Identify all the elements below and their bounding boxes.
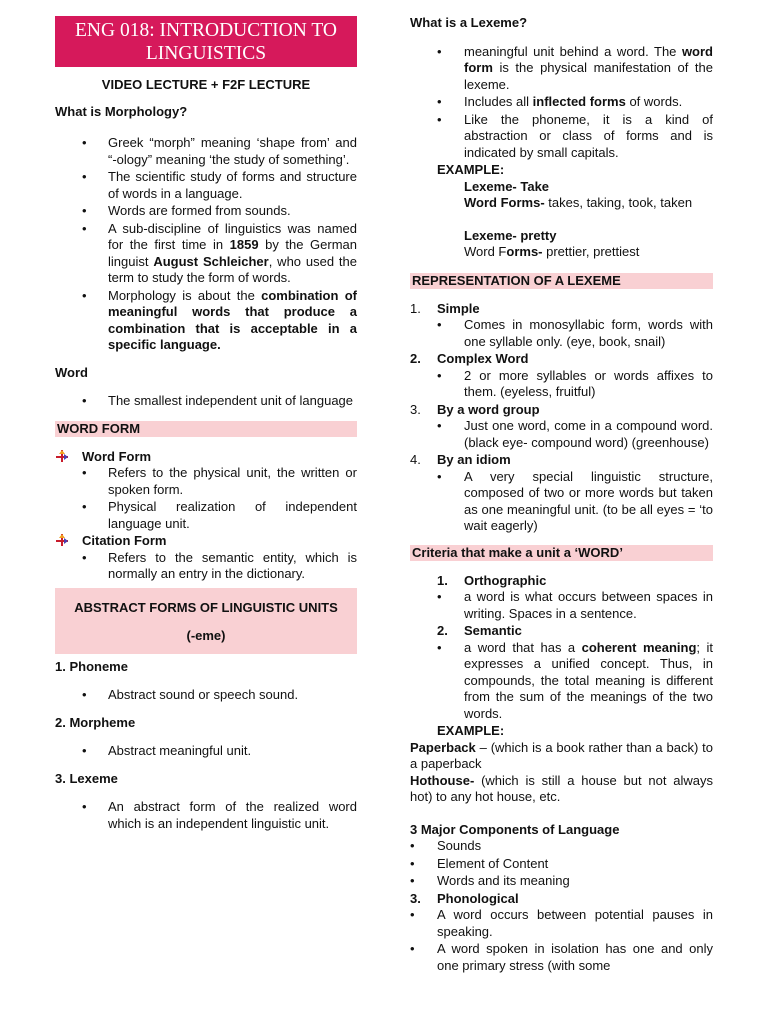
morpheme-heading: 2. Morpheme [55, 714, 136, 730]
phoneme-heading: 1. Phoneme [55, 658, 128, 674]
list-item: • a word is what occurs between spaces in writing. Spaces in a sentence. [410, 589, 713, 622]
example-label-2: EXAMPLE: [437, 723, 505, 738]
left-column [55, 0, 357, 833]
orthographic-list [410, 589, 713, 622]
list-item: • Refers to the semantic entity, which is normally an entry in the dictionary. [55, 550, 357, 583]
document-title: ENG 018: INTRODUCTION TO LINGUISTICS [55, 16, 357, 67]
list-item: • Abstract meaningful unit. [55, 743, 357, 760]
list-item: • Sounds [410, 838, 713, 855]
semantic-list [410, 640, 713, 723]
word-heading: Word [55, 364, 88, 380]
list-item: • A word occurs between potential pauses in speaking. [410, 907, 713, 940]
list-item: • A sub-discipline of linguistics was named for the first time in 1859 by the German linguist August Schleicher, who used the term to study the form of words. [55, 221, 357, 287]
abstract-forms-section-bar: ABSTRACT FORMS OF LINGUISTIC UNITS (-eme) [55, 588, 357, 654]
rep-idiom-list [410, 469, 713, 535]
major-components-list [410, 838, 713, 890]
criteria-phonological: 3. Phonological [410, 890, 519, 906]
example-hothouse: Hothouse- (which is still a house but not always hot) to any hot house, etc. [410, 772, 713, 804]
right-column [410, 0, 713, 975]
list-item: • Just one word, come in a compound word. (black eye- compound word) (greenhouse) [410, 418, 713, 451]
list-item: • Words and its meaning [410, 873, 713, 890]
phoneme-list [55, 687, 357, 704]
major-components-heading: 3 Major Components of Language [410, 821, 620, 837]
list-item: • Greek “morph” meaning ‘shape from’ and “-ology” meaning ‘the study of something’. [55, 135, 357, 168]
example-paperback: Paperback – (which is a book rather than a back) to a paperback [410, 739, 713, 771]
list-item: • A very special linguistic structure, composed of two or more words but taken as one meaningful unit. (to be all eyes = ‘to wait eagerly) [410, 469, 713, 535]
list-item: • 2 or more syllables or words affixes to them. (eyeless, fruitful) [410, 368, 713, 401]
word-list [55, 393, 357, 410]
example-word-forms-pretty: Word Forms- prettier, prettiest [464, 244, 640, 259]
list-item: • Abstract sound or speech sound. [55, 687, 357, 704]
rep-simple-list [410, 317, 713, 350]
citation-form-label: Citation Form [55, 533, 357, 550]
representation-list [410, 301, 713, 535]
list-item: • Includes all inflected forms of words. [410, 94, 713, 111]
list-item: • Morphology is about the combination of meaningful words that produce a combination that is acceptable in a specific language. [55, 288, 357, 354]
list-item: • meaningful unit behind a word. The word form is the physical manifestation of the lexeme. [410, 44, 713, 94]
representation-section-bar: REPRESENTATION OF A LEXEME [410, 273, 713, 289]
word-form-label: Word Form [55, 449, 357, 466]
arrow-bullet-icon [56, 534, 68, 546]
phonological-list [410, 907, 713, 974]
list-item: • Like the phoneme, it is a kind of abstraction or class of forms and is indicated by small capitals. [410, 112, 713, 162]
list-item: • Element of Content [410, 856, 713, 873]
lecture-subtitle: VIDEO LECTURE + F2F LECTURE [101, 77, 311, 92]
example-label: EXAMPLE: [437, 162, 505, 177]
criteria-section-bar: Criteria that make a unit a ‘WORD’ [410, 545, 713, 561]
lexeme-definition-list [410, 44, 713, 162]
list-item: • An abstract form of the realized word which is an independent linguistic unit. [55, 799, 357, 832]
list-item: • a word that has a coherent meaning; it expresses a unified concept. Thus, in compounds, the total meaning is different from the sum of the meanings of the two words. [410, 640, 713, 723]
rep-complex-list [410, 368, 713, 401]
lexeme-heading: 3. Lexeme [55, 770, 118, 786]
list-item: • Comes in monosyllabic form, words with one syllable only. (eye, book, snail) [410, 317, 713, 350]
rep-word-group: 3. By a word group [410, 401, 540, 417]
list-item: • Physical realization of independent language unit. [55, 499, 357, 532]
morpheme-list [55, 743, 357, 760]
rep-idiom: 4. By an idiom [410, 452, 511, 467]
word-form-list [55, 465, 357, 532]
list-item: • A word spoken in isolation has one and only one primary stress (with some [410, 941, 713, 974]
lexeme-list [55, 799, 357, 832]
example-lexeme-pretty: Lexeme- pretty [464, 227, 557, 243]
example-word-forms-take: Word Forms- takes, taking, took, taken [464, 195, 693, 210]
list-item: • The smallest independent unit of language [55, 393, 357, 410]
rep-simple: 1. Simple [410, 300, 480, 316]
list-item: • Words are formed from sounds. [55, 203, 357, 220]
citation-form-list [55, 550, 357, 583]
lexeme-question-heading: What is a Lexeme? [410, 15, 528, 30]
word-form-section-bar: WORD FORM [55, 421, 357, 437]
criteria-orthographic: 1. Orthographic [437, 572, 547, 588]
list-item: • Refers to the physical unit, the written or spoken form. [55, 465, 357, 498]
example-lexeme-take: Lexeme- Take [464, 178, 550, 194]
rep-complex: 2. Complex Word [410, 351, 529, 366]
arrow-bullet-icon [56, 450, 68, 462]
morphology-list [55, 135, 357, 354]
morphology-heading: What is Morphology? [55, 103, 188, 119]
rep-word-group-list [410, 418, 713, 451]
criteria-semantic: 2. Semantic [437, 623, 522, 638]
list-item: • The scientific study of forms and structure of words in a language. [55, 169, 357, 202]
